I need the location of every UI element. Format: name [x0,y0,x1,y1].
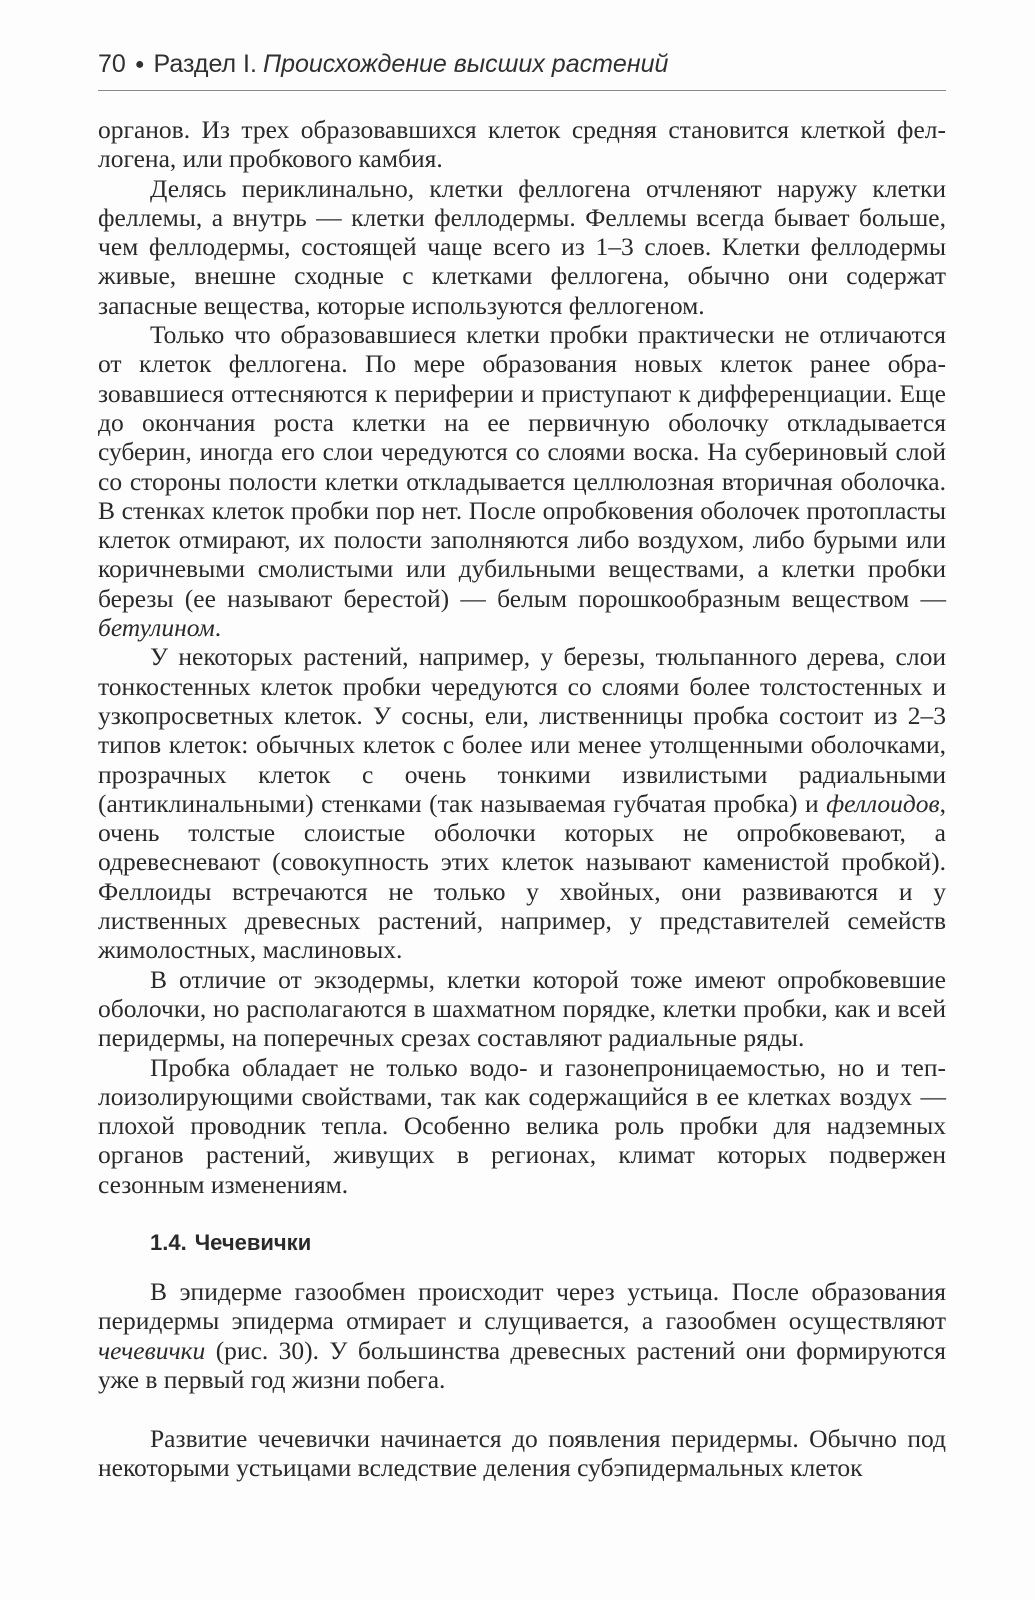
paragraph-text: органов. Из трех образовавшихся клеток средняя становится клеткой феллогена, или пробкового камбия. [98,115,946,174]
paragraph-1 [98,115,946,174]
header-bullet: ● [134,56,145,73]
paragraph-4 [98,642,946,964]
paragraph-2 [98,174,946,320]
running-header [98,50,946,91]
section-paragraph-1 [98,1277,946,1394]
paragraph-text: , очень толстые слоистые оболочки которых не опробковевают, а одревесневают (совокупность этих клеток называют каменистой пробкой). Феллоиды встречаются не только у хвойных, они развиваются и у лиственных древесных растений, например, у представителей семейств жимолостных, маслиновых. [98,788,946,965]
section-heading [150,1229,946,1257]
header-part: Раздел I. [153,50,257,78]
body-text [98,115,946,1483]
paragraph-text: Делясь периклинально, клетки феллогена отчленяют наружу клетки феллемы, а внутрь — клетки феллодермы. Феллемы всегда бывает больше, чем феллодермы, состоящей чаще всего из 1–3 слоев. Клетки феллодермы живые, внешне сходные с клетками феллогена, обычно они содержат запасные вещества, которые используются феллогеном. [98,173,946,320]
paragraph-6 [98,1053,946,1199]
section-paragraph-2 [98,1424,946,1483]
italic-term: бетулином [98,613,215,643]
paragraph-text: В отличие от экзодермы, клетки которой тоже имеют опробковевшие оболочки, но располагаются в шахматном порядке, клетки пробки, как и всей перидермы, на поперечных срезах составляют радиальные ряды. [98,964,946,1053]
paragraph-text: У некоторых растений, например, у березы, тюльпанного дерева, слои тонкостенных клеток пробки чередуются со слоями более толстостенных и узкопросветных клеток. У сосны, ели, лиственницы пробка состоит из 2–3 типов клеток: обычных клеток с более или менее утолщенными оболочками, прозрачных клеток с очень тонкими извилистыми радиальными (антиклинальными) стенками (так называемая губчатая пробка) и [98,642,946,818]
paragraph-text: Только что образовавшиеся клетки пробки практически не отличаются от клеток феллогена. По мере образования новых клеток ранее образовавшиеся оттесняются к периферии и приступают к дифференциации. Еще до окончания роста клетки на ее первичную оболочку откладывается суберин, иногда его слои чередуются со слоями воска. На субериновый слой со стороны полости клетки откладывается целлюлозная вторичная оболочка. В стенках клеток пробки пор нет. После опробковения оболочек протопласты клеток отмирают, их полости заполняются либо воздухом, либо бурыми или коричневыми смолистыми или дубильными веществами, а клетки пробки березы (ее называют берестой) — белым порошкообразным веществом — [98,320,946,613]
paragraph-text: (рис. 30). У большинства древесных растений они формируются уже в первый год жизни побега. [98,1335,946,1394]
paragraph-text: . [214,613,222,643]
section-number: 1.4. [150,1229,187,1255]
paragraph-text: В эпидерме газообмен происходит через устьица. После образования перидермы эпидерма отмирает и слущивается, а газообмен осуществляют [98,1276,946,1336]
page-number: 70 [98,50,126,78]
header-title: Происхождение высших растений [262,50,669,78]
paragraph-text: Пробка обладает не только водо- и газонепроницаемостью, но и теплоизолирующими свойствами, так как содержащийся в ее клетках воздух — плохой проводник тепла. Особенно велика роль пробки для надземных органов растений, живущих в регионах, климат которых подвержен сезонным изменениям. [98,1052,946,1199]
paragraph-3 [98,320,946,642]
paragraph-text: Развитие чечевички начинается до появления перидермы. Обычно под некоторыми устьицами вследствие деления субэпидермальных клеток [98,1424,946,1483]
italic-term: феллоидов [826,788,940,818]
italic-term: чечевички [98,1335,206,1365]
section-title: Чечевички [194,1229,312,1255]
paragraph-5 [98,965,946,1053]
